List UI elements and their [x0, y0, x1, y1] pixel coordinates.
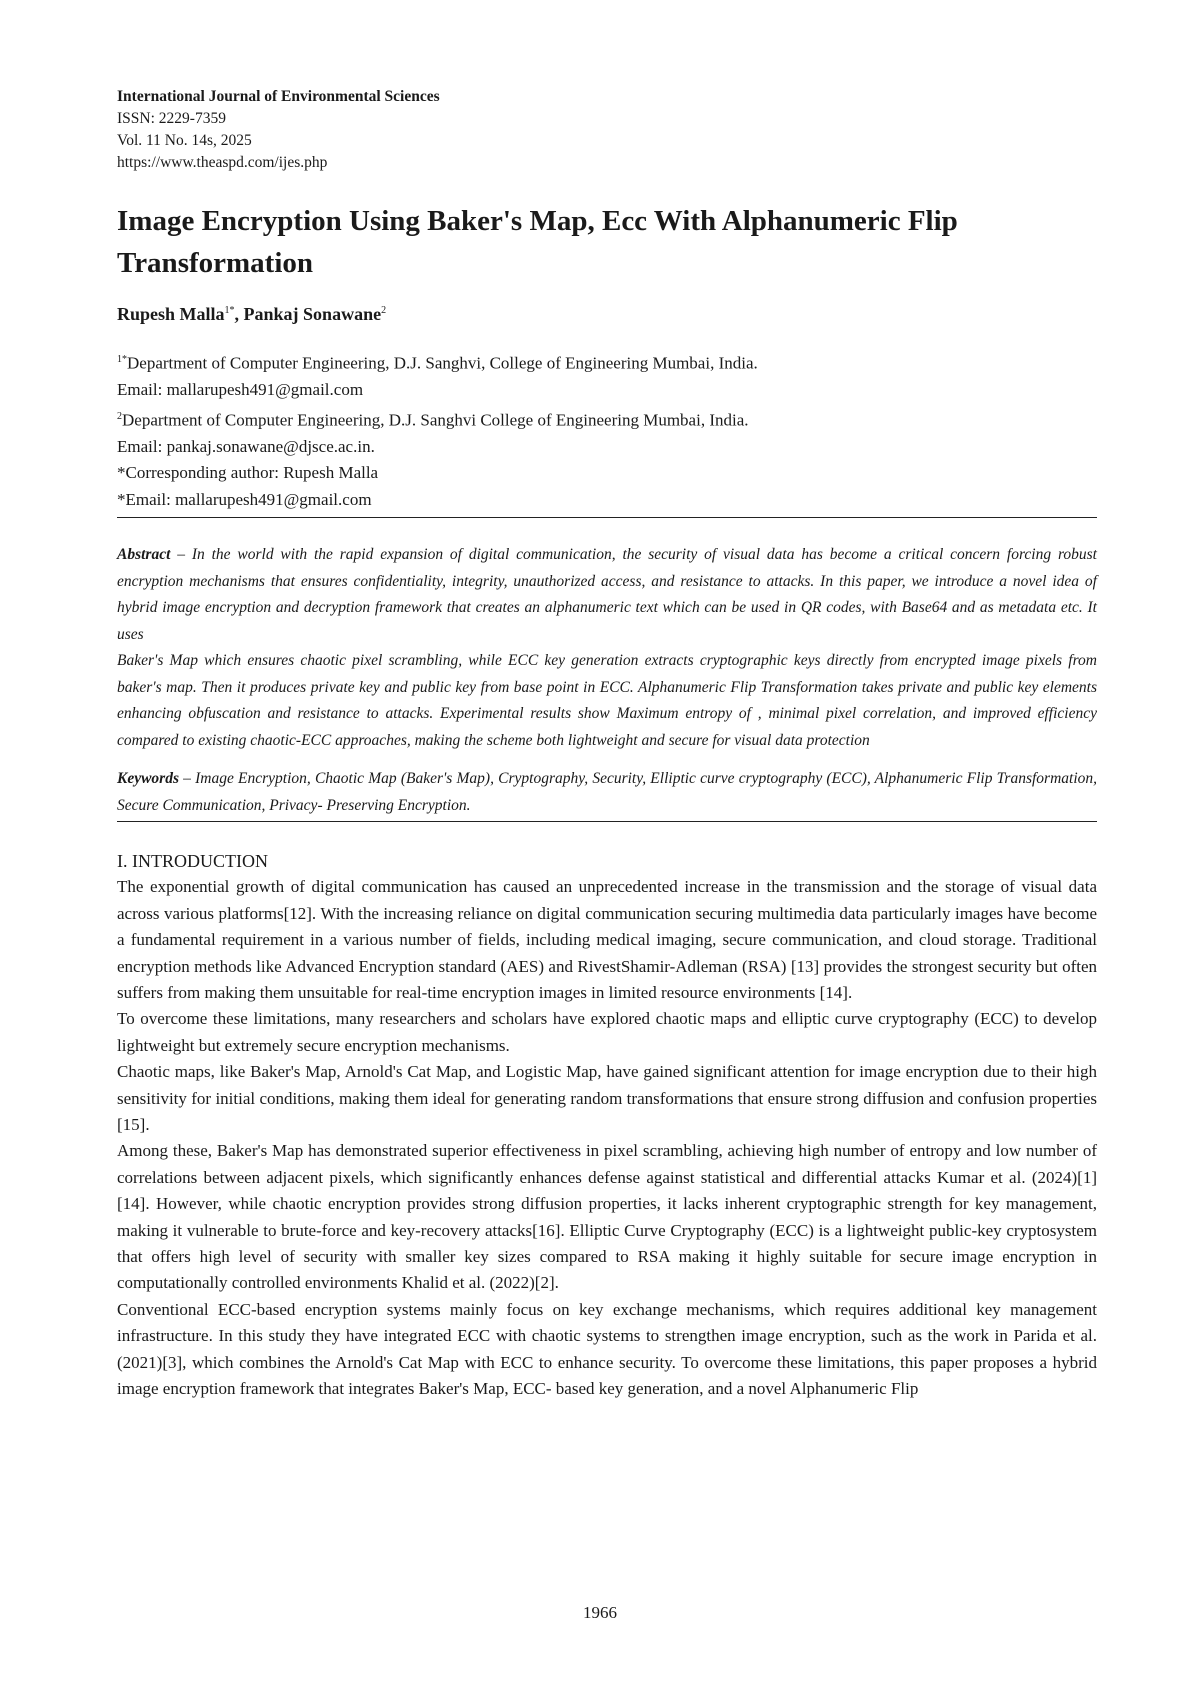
affiliation-line	[117, 347, 1097, 377]
corresponding-email: *Email: mallarupesh491@gmail.com	[117, 489, 372, 509]
affiliation-line	[117, 404, 1097, 434]
abstract-text: In the world with the rapid expansion of digital communication, the security of visual data has become a critical concern forcing robust encryption mechanisms that ensures confidentiality, integrity, unauthorized access, and resistance to attacks. In this paper, we introduce a novel idea of hybrid image encryption and decryption framework that creates an alphanumeric text which can be used in QR codes, with Base64 and as metadata etc. It uses	[117, 546, 1097, 643]
affiliations	[117, 347, 1097, 513]
section-heading: I. INTRODUCTION	[117, 851, 268, 872]
affiliation-line	[117, 460, 1097, 487]
journal-url[interactable]: https://www.theaspd.com/ijes.php	[117, 154, 328, 171]
affiliation-superscript: 1*	[117, 354, 127, 365]
affiliation-line	[117, 487, 1097, 514]
abstract-paragraph	[117, 542, 1097, 648]
body-paragraph: Chaotic maps, like Baker's Map, Arnold's Cat Map, and Logistic Map, have gained significant attention for image encryption due to their high sensitivity for initial conditions, making them ideal for generating random transformations that ensure strong diffusion and confusion properties [15].	[117, 1062, 1097, 1134]
body-paragraph: Among these, Baker's Map has demonstrated superior effectiveness in pixel scrambling, achieving high number of entropy and low number of correlations between adjacent pixels, which significantly enhances defense against statistical and differential attacks Kumar et al. (2024)[1][14]. However, while chaotic encryption provides strong diffusion properties, it lacks inherent cryptographic strength for key management, making it vulnerable to brute-force and key-recovery attacks[16]. Elliptic Curve Cryptography (ECC) is a lightweight public-key cryptosystem that offers high level of security with smaller key sizes compared to RSA making it highly suitable for secure image encryption in computationally controlled environments Khalid et al. (2022)[2].	[117, 1141, 1097, 1293]
section-body	[117, 874, 1097, 1402]
affiliation-superscript: 2	[117, 410, 122, 422]
abstract-dash: –	[170, 546, 192, 564]
author-email: Email: mallarupesh491@gmail.com	[117, 380, 364, 400]
body-paragraph: To overcome these limitations, many researchers and scholars have explored chaotic maps and elliptic curve cryptography (ECC) to develop lightweight but extremely secure encryption mechanisms.	[117, 1009, 1097, 1055]
author-email: Email: pankaj.sonawane@djsce.ac.in.	[117, 436, 375, 456]
author-superscript: 1*	[224, 305, 235, 316]
journal-issn: ISSN: 2229-7359	[117, 110, 226, 127]
author-name: Rupesh Malla	[117, 304, 225, 324]
author-superscript: 2	[381, 305, 387, 316]
journal-name: International Journal of Environmental Sciences	[117, 88, 440, 105]
journal-header	[117, 86, 1097, 174]
affiliation-line	[117, 377, 1097, 404]
body-paragraph: The exponential growth of digital communication has caused an unprecedented increase in the transmission and the storage of visual data across various platforms[12]. With the increasing reliance on digital communication securing multimedia data particularly images have become a fundamental requirement in a various number of fields, including medical imaging, secure communication, and cloud storage. Traditional encryption methods like Advanced Encryption standard (AES) and RivestShamir-Adleman (RSA) [13] provides the strongest security but often suffers from making them unsuitable for real-time encryption images in limited resource environments [14].	[117, 877, 1097, 1002]
keywords-label: Keywords	[117, 770, 179, 788]
section-divider	[117, 821, 1097, 822]
paper-page	[117, 86, 1097, 1402]
abstract	[117, 542, 1097, 754]
journal-volume: Vol. 11 No. 14s, 2025	[117, 132, 252, 149]
body-paragraph: Conventional ECC-based encryption systems mainly focus on key exchange mechanisms, which requires additional key management infrastructure. In this study they have integrated ECC with chaotic systems to strengthen image encryption, such as the work in Parida et al. (2021)[3], which combines the Arnold's Cat Map with ECC to enhance security. To overcome these limitations, this paper proposes a hybrid image encryption framework that integrates Baker's Map, ECC- based key generation, and a novel Alphanumeric Flip	[117, 1299, 1097, 1399]
affiliation-text: Department of Computer Engineering, D.J. Sanghvi, College of Engineering Mumbai, India.	[127, 353, 758, 373]
page-number: 1966	[583, 1603, 617, 1622]
keywords	[117, 766, 1097, 819]
author-name: Pankaj Sonawane	[243, 304, 382, 324]
author-list	[117, 304, 1097, 325]
keywords-text: Image Encryption, Chaotic Map (Baker's Map), Cryptography, Security, Elliptic curve cryptography (ECC), Alphanumeric Flip Transformation, Secure Communication, Privacy- Preserving Encryption.	[117, 770, 1098, 814]
abstract-label: Abstract	[117, 546, 171, 564]
affiliation-line	[117, 434, 1097, 461]
affiliation-text: Department of Computer Engineering, D.J. Sanghvi College of Engineering Mumbai, India.	[122, 410, 749, 430]
paper-title: Image Encryption Using Baker's Map, Ecc With Alphanumeric Flip Transformation	[117, 205, 958, 279]
section-divider	[117, 517, 1097, 518]
keywords-dash: –	[179, 770, 196, 788]
author-separator: ,	[234, 304, 244, 324]
abstract-paragraph: Baker's Map which ensures chaotic pixel scrambling, while ECC key generation extracts cryptographic keys directly from encrypted image pixels from baker's map. Then it produces private key and public key from base point in ECC. Alphanumeric Flip Transformation takes private and public key elements enhancing obfuscation and resistance to attacks. Experimental results show Maximum entropy of , minimal pixel correlation, and improved efficiency compared to existing chaotic-ECC approaches, making the scheme both lightweight and secure for visual data protection	[117, 652, 1097, 749]
corresponding-author: *Corresponding author: Rupesh Malla	[117, 463, 379, 483]
